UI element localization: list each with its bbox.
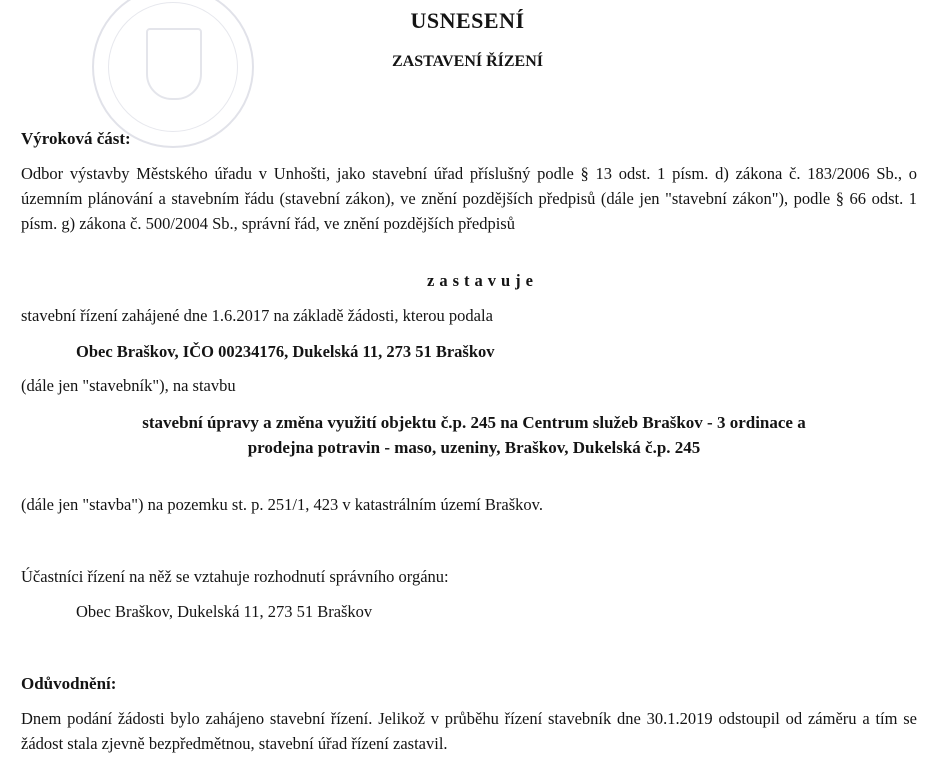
reasoning-paragraph: Dnem podání žádosti bylo zahájeno stavební řízení. Jelikož v průběhu řízení stavebník dne 30.1.2019 odstoupil od záměru a tím se žádost stala zjevně bezpředmětnou, stavební úřad řízení zastavil. xyxy=(21,709,917,753)
intro-paragraph: Odbor výstavby Městského úřadu v Unhošti, jako stavební úřad příslušný podle § 13 odst. 1 písm. d) zákona č. 183/2006 Sb., o územním plánování a stavebním řádu (stavební zákon), ve znění pozdějších předpisů (dále jen "stavební zákon"), podle § 66 odst. 1 písm. g) zákona č. 500/2004 Sb., správní řád, ve znění pozdějších předpisů xyxy=(21,164,917,233)
applicant: Obec Braškov, IČO 00234176, Dukelská 11, 273 51 Braškov xyxy=(76,342,495,361)
plot-line: (dále jen "stavba") na pozemku st. p. 251/1, 423 v katastrálním území Braškov. xyxy=(21,495,543,514)
document-title: USNESENÍ xyxy=(410,8,525,33)
building-description xyxy=(30,410,918,460)
building-line-1: stavební úpravy a změna využití objektu č.p. 245 na Centrum služeb Braškov - 3 ordinace a xyxy=(142,413,806,432)
proceeding-line: stavební řízení zahájené dne 1.6.2017 na základě žádosti, kterou podala xyxy=(21,306,493,325)
decision-verb: zastavuje xyxy=(427,271,538,290)
document-subtitle: ZASTAVENÍ ŘÍZENÍ xyxy=(391,53,543,70)
reasoning-heading: Odůvodnění: xyxy=(21,674,117,693)
applicant-note: (dále jen "stavebník"), na stavbu xyxy=(21,376,236,395)
participants-heading: Účastníci řízení na něž se vztahuje rozhodnutí správního orgánu: xyxy=(21,567,449,586)
verdict-heading: Výroková část: xyxy=(21,129,131,148)
building-line-2: prodejna potravin - maso, uzeniny, Braškov, Dukelská č.p. 245 xyxy=(247,438,701,457)
participant: Obec Braškov, Dukelská 11, 273 51 Braškov xyxy=(76,602,373,621)
